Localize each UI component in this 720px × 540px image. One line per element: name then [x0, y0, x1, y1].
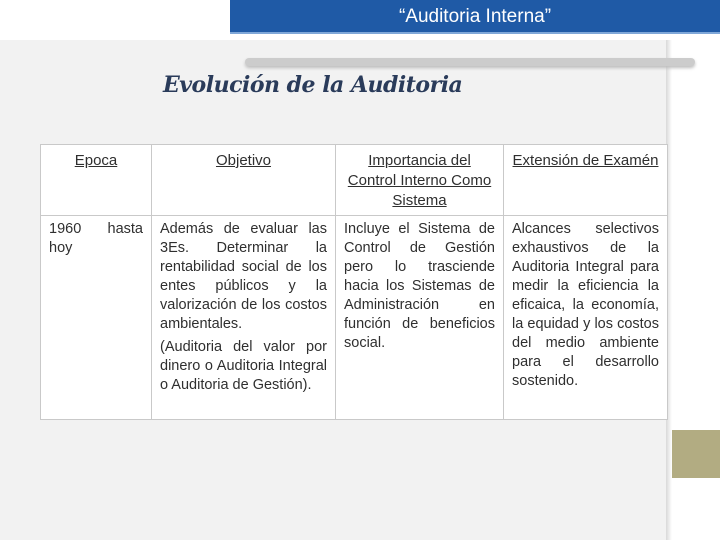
cell-epoca: 1960 hasta hoy — [41, 216, 152, 420]
header-epoca: Epoca — [41, 145, 152, 216]
top-banner: “Auditoria Interna” — [230, 0, 720, 34]
table-row — [41, 216, 668, 420]
title-divider — [245, 58, 695, 66]
header-extension: Extensión de Examén — [504, 145, 668, 216]
objetivo-paragraph-2: (Auditoria del valor por dinero o Auditoria Integral o Auditoria de Gestión). — [160, 339, 327, 393]
cell-objetivo — [152, 216, 336, 420]
table-header-row — [41, 145, 668, 216]
cell-extension: Alcances selectivos exhaustivos de la Auditoria Integral para medir la eficiencia la eficaica, la economía, la equidad y los costos del medio ambiente para el desarrollo sostenido. — [504, 216, 668, 420]
header-objetivo: Objetivo — [152, 145, 336, 216]
slide-title: Evolución de la Auditoria — [163, 72, 463, 98]
objetivo-paragraph-1: Además de evaluar las 3Es. Determinar la rentabilidad social de los entes públicos y la valorización de los costos ambientales. — [160, 221, 327, 332]
accent-square — [672, 430, 720, 478]
cell-importancia: Incluye el Sistema de Control de Gestión pero lo trasciende hacia los Sistemas de Administración en función de beneficios social. — [336, 216, 504, 420]
header-importancia: Importancia del Control Interno Como Sistema — [336, 145, 504, 216]
evolution-table — [40, 144, 668, 420]
